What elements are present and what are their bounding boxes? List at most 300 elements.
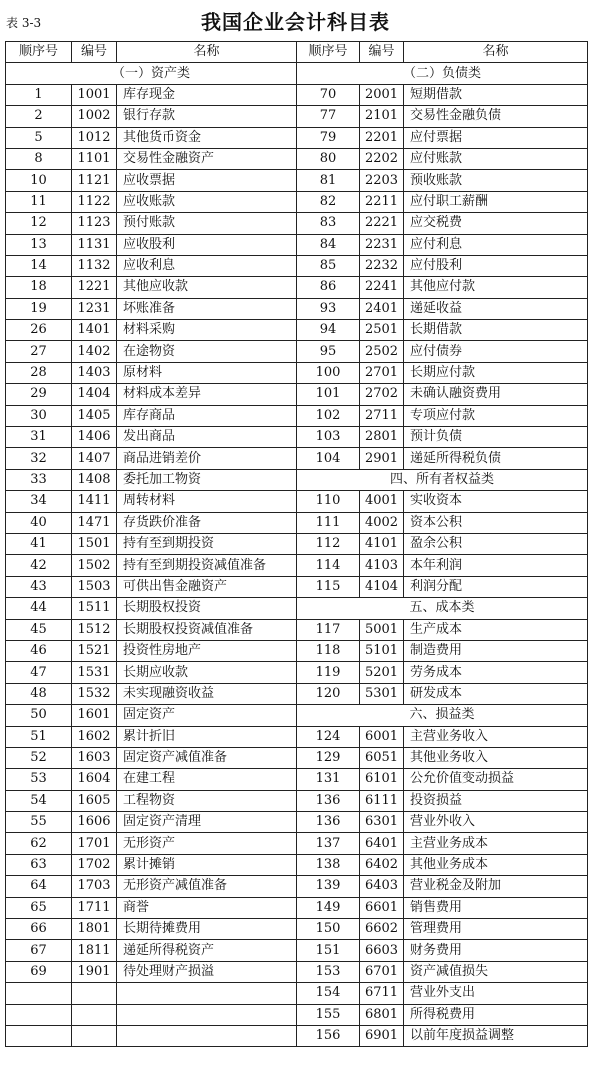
right-name-cell: 交易性金融负债 (404, 106, 588, 127)
left-seq-cell: 43 (6, 576, 72, 597)
right-code-cell: 6701 (360, 961, 404, 982)
right-seq-cell: 124 (297, 726, 360, 747)
right-name-cell: 长期借款 (404, 320, 588, 341)
left-code-cell: 1503 (72, 576, 117, 597)
table-row (6, 961, 588, 982)
left-code-cell: 1123 (72, 213, 117, 234)
left-name-cell: 库存商品 (117, 405, 297, 426)
left-code-cell: 1521 (72, 640, 117, 661)
header-name-right: 名称 (404, 42, 588, 63)
right-seq-cell: 101 (297, 384, 360, 405)
left-seq-cell (6, 1025, 72, 1046)
left-name-cell: 未实现融资收益 (117, 683, 297, 704)
right-code-cell: 2701 (360, 362, 404, 383)
right-code-cell: 5301 (360, 683, 404, 704)
left-code-cell (72, 983, 117, 1004)
left-name-cell: 银行存款 (117, 106, 297, 127)
right-seq-cell: 104 (297, 448, 360, 469)
right-seq-cell: 117 (297, 619, 360, 640)
left-seq-cell: 52 (6, 747, 72, 768)
left-name-cell: 坏账准备 (117, 298, 297, 319)
right-seq-cell: 110 (297, 491, 360, 512)
right-name-cell: 公允价值变动损益 (404, 769, 588, 790)
right-code-cell: 6402 (360, 854, 404, 875)
right-name-cell: 生产成本 (404, 619, 588, 640)
left-name-cell: 可供出售金融资产 (117, 576, 297, 597)
left-name-cell: 其他货币资金 (117, 127, 297, 148)
right-seq-cell: 154 (297, 983, 360, 1004)
left-name-cell: 无形资产减值准备 (117, 876, 297, 897)
right-code-cell: 2801 (360, 427, 404, 448)
table-row (6, 191, 588, 212)
left-code-cell: 1407 (72, 448, 117, 469)
left-name-cell: 发出商品 (117, 427, 297, 448)
right-name-cell: 主营业务收入 (404, 726, 588, 747)
left-name-cell (117, 1004, 297, 1025)
left-code-cell: 1606 (72, 812, 117, 833)
left-name-cell: 无形资产 (117, 833, 297, 854)
left-code-cell: 1602 (72, 726, 117, 747)
left-code-cell: 1901 (72, 961, 117, 982)
left-seq-cell: 11 (6, 191, 72, 212)
right-code-cell: 2101 (360, 106, 404, 127)
document-header (0, 0, 591, 41)
table-title: 我国企业会计科目表 (201, 10, 390, 34)
left-seq-cell: 10 (6, 170, 72, 191)
right-code-cell: 6301 (360, 812, 404, 833)
table-row (6, 812, 588, 833)
right-name-cell: 本年利润 (404, 555, 588, 576)
section-equity: 四、所有者权益类 (297, 469, 588, 490)
left-code-cell: 1701 (72, 833, 117, 854)
right-seq-cell: 119 (297, 662, 360, 683)
right-name-cell: 应付职工薪酬 (404, 191, 588, 212)
table-row (6, 769, 588, 790)
left-code-cell: 1403 (72, 362, 117, 383)
left-code-cell (72, 1025, 117, 1046)
table-row (6, 84, 588, 105)
left-seq-cell: 34 (6, 491, 72, 512)
table-row (6, 983, 588, 1004)
table-row (6, 919, 588, 940)
right-name-cell: 应付票据 (404, 127, 588, 148)
right-code-cell: 2201 (360, 127, 404, 148)
right-code-cell: 4001 (360, 491, 404, 512)
table-row (6, 897, 588, 918)
right-code-cell: 6101 (360, 769, 404, 790)
left-seq-cell: 14 (6, 255, 72, 276)
right-name-cell: 长期应付款 (404, 362, 588, 383)
right-seq-cell: 156 (297, 1025, 360, 1046)
left-name-cell: 在建工程 (117, 769, 297, 790)
header-seq-left: 顺序号 (6, 42, 72, 63)
table-row (6, 1025, 588, 1046)
table-row (6, 854, 588, 875)
accounts-table (5, 41, 588, 1047)
left-name-cell: 工程物资 (117, 790, 297, 811)
right-name-cell: 其他业务收入 (404, 747, 588, 768)
right-code-cell: 4002 (360, 512, 404, 533)
right-name-cell: 应交税费 (404, 213, 588, 234)
left-seq-cell: 66 (6, 919, 72, 940)
right-name-cell: 资本公积 (404, 512, 588, 533)
right-seq-cell: 131 (297, 769, 360, 790)
table-row (6, 833, 588, 854)
table-row (6, 662, 588, 683)
left-code-cell: 1231 (72, 298, 117, 319)
left-name-cell: 材料采购 (117, 320, 297, 341)
right-name-cell: 应付账款 (404, 148, 588, 169)
section-cost: 五、成本类 (297, 598, 588, 619)
right-seq-cell: 153 (297, 961, 360, 982)
right-seq-cell: 81 (297, 170, 360, 191)
left-seq-cell: 30 (6, 405, 72, 426)
right-name-cell: 其他应付款 (404, 277, 588, 298)
right-seq-cell: 155 (297, 1004, 360, 1025)
left-seq-cell: 12 (6, 213, 72, 234)
table-row (6, 533, 588, 554)
left-code-cell: 1221 (72, 277, 117, 298)
section-row (6, 63, 588, 84)
right-code-cell: 6401 (360, 833, 404, 854)
left-code-cell: 1402 (72, 341, 117, 362)
left-seq-cell: 27 (6, 341, 72, 362)
left-name-cell: 原材料 (117, 362, 297, 383)
table-row (6, 640, 588, 661)
left-code-cell: 1132 (72, 255, 117, 276)
left-seq-cell: 13 (6, 234, 72, 255)
table-row (6, 127, 588, 148)
left-seq-cell (6, 983, 72, 1004)
left-seq-cell: 51 (6, 726, 72, 747)
table-row (6, 362, 588, 383)
right-seq-cell: 115 (297, 576, 360, 597)
left-seq-cell: 42 (6, 555, 72, 576)
left-code-cell: 1801 (72, 919, 117, 940)
left-name-cell: 投资性房地产 (117, 640, 297, 661)
left-name-cell (117, 983, 297, 1004)
left-name-cell: 商誉 (117, 897, 297, 918)
left-seq-cell: 29 (6, 384, 72, 405)
right-name-cell: 其他业务成本 (404, 854, 588, 875)
left-code-cell: 1603 (72, 747, 117, 768)
right-name-cell: 营业税金及附加 (404, 876, 588, 897)
left-code-cell: 1408 (72, 469, 117, 490)
left-name-cell: 交易性金融资产 (117, 148, 297, 169)
table-row (6, 491, 588, 512)
right-seq-cell: 120 (297, 683, 360, 704)
left-seq-cell: 2 (6, 106, 72, 127)
right-code-cell: 4103 (360, 555, 404, 576)
left-seq-cell: 55 (6, 812, 72, 833)
right-seq-cell: 118 (297, 640, 360, 661)
table-row (6, 469, 588, 490)
right-code-cell: 6602 (360, 919, 404, 940)
left-code-cell: 1605 (72, 790, 117, 811)
right-seq-cell: 149 (297, 897, 360, 918)
right-name-cell: 预计负债 (404, 427, 588, 448)
right-code-cell: 2203 (360, 170, 404, 191)
right-name-cell: 应付股利 (404, 255, 588, 276)
right-code-cell: 6711 (360, 983, 404, 1004)
header-name-left: 名称 (117, 42, 297, 63)
right-code-cell: 2502 (360, 341, 404, 362)
left-code-cell: 1502 (72, 555, 117, 576)
right-name-cell: 管理费用 (404, 919, 588, 940)
left-seq-cell: 63 (6, 854, 72, 875)
left-name-cell: 应收票据 (117, 170, 297, 191)
table-row (6, 683, 588, 704)
right-seq-cell: 93 (297, 298, 360, 319)
right-code-cell: 5201 (360, 662, 404, 683)
left-name-cell: 材料成本差异 (117, 384, 297, 405)
right-code-cell: 2202 (360, 148, 404, 169)
left-name-cell: 其他应收款 (117, 277, 297, 298)
right-name-cell: 预收账款 (404, 170, 588, 191)
section-liabilities: （二）负债类 (297, 63, 588, 84)
left-seq-cell: 62 (6, 833, 72, 854)
right-seq-cell: 138 (297, 854, 360, 875)
left-name-cell: 累计摊销 (117, 854, 297, 875)
left-name-cell: 周转材料 (117, 491, 297, 512)
table-row (6, 876, 588, 897)
table-row (6, 726, 588, 747)
right-name-cell: 短期借款 (404, 84, 588, 105)
left-name-cell: 长期待摊费用 (117, 919, 297, 940)
left-code-cell: 1532 (72, 683, 117, 704)
table-row (6, 1004, 588, 1025)
right-name-cell: 销售费用 (404, 897, 588, 918)
table-row (6, 555, 588, 576)
table-row (6, 448, 588, 469)
right-code-cell: 2702 (360, 384, 404, 405)
left-seq-cell: 69 (6, 961, 72, 982)
left-seq-cell: 5 (6, 127, 72, 148)
left-name-cell: 长期股权投资 (117, 598, 297, 619)
left-seq-cell: 67 (6, 940, 72, 961)
table-row (6, 170, 588, 191)
right-seq-cell: 129 (297, 747, 360, 768)
table-row (6, 705, 588, 726)
left-seq-cell: 44 (6, 598, 72, 619)
left-seq-cell: 45 (6, 619, 72, 640)
right-seq-cell: 150 (297, 919, 360, 940)
left-name-cell: 商品进销差价 (117, 448, 297, 469)
right-seq-cell: 102 (297, 405, 360, 426)
left-name-cell: 库存现金 (117, 84, 297, 105)
right-code-cell: 4104 (360, 576, 404, 597)
left-seq-cell: 48 (6, 683, 72, 704)
right-code-cell: 2231 (360, 234, 404, 255)
right-code-cell: 2241 (360, 277, 404, 298)
right-code-cell: 2501 (360, 320, 404, 341)
left-name-cell: 待处理财产损溢 (117, 961, 297, 982)
right-seq-cell: 112 (297, 533, 360, 554)
left-name-cell: 预付账款 (117, 213, 297, 234)
left-name-cell: 应收账款 (117, 191, 297, 212)
left-seq-cell: 33 (6, 469, 72, 490)
header-row (6, 42, 588, 63)
right-code-cell: 6901 (360, 1025, 404, 1046)
right-seq-cell: 139 (297, 876, 360, 897)
left-name-cell: 固定资产清理 (117, 812, 297, 833)
right-seq-cell: 86 (297, 277, 360, 298)
left-code-cell: 1811 (72, 940, 117, 961)
right-seq-cell: 111 (297, 512, 360, 533)
left-code-cell: 1711 (72, 897, 117, 918)
left-seq-cell: 26 (6, 320, 72, 341)
right-seq-cell: 136 (297, 812, 360, 833)
left-seq-cell: 28 (6, 362, 72, 383)
right-code-cell: 6801 (360, 1004, 404, 1025)
left-name-cell: 递延所得税资产 (117, 940, 297, 961)
left-name-cell: 在途物资 (117, 341, 297, 362)
left-code-cell: 1131 (72, 234, 117, 255)
table-row (6, 512, 588, 533)
right-code-cell: 2232 (360, 255, 404, 276)
right-name-cell: 递延所得税负债 (404, 448, 588, 469)
left-seq-cell: 1 (6, 84, 72, 105)
right-seq-cell: 100 (297, 362, 360, 383)
table-row (6, 320, 588, 341)
left-code-cell: 1406 (72, 427, 117, 448)
left-code-cell: 1012 (72, 127, 117, 148)
left-name-cell: 长期应收款 (117, 662, 297, 683)
right-code-cell: 5101 (360, 640, 404, 661)
right-seq-cell: 79 (297, 127, 360, 148)
right-code-cell: 5001 (360, 619, 404, 640)
right-name-cell: 研发成本 (404, 683, 588, 704)
left-seq-cell (6, 1004, 72, 1025)
table-row (6, 298, 588, 319)
left-code-cell: 1411 (72, 491, 117, 512)
table-number: 表 3-3 (6, 16, 42, 30)
table-row (6, 255, 588, 276)
table-row (6, 405, 588, 426)
right-name-cell: 递延收益 (404, 298, 588, 319)
right-name-cell: 未确认融资费用 (404, 384, 588, 405)
right-seq-cell: 84 (297, 234, 360, 255)
left-name-cell: 应收利息 (117, 255, 297, 276)
right-seq-cell: 137 (297, 833, 360, 854)
left-code-cell: 1401 (72, 320, 117, 341)
section-profit-loss: 六、损益类 (297, 705, 588, 726)
right-name-cell: 制造费用 (404, 640, 588, 661)
right-code-cell: 2711 (360, 405, 404, 426)
table-row (6, 148, 588, 169)
left-code-cell: 1121 (72, 170, 117, 191)
header-code-right: 编号 (360, 42, 404, 63)
left-name-cell: 固定资产 (117, 705, 297, 726)
right-seq-cell: 77 (297, 106, 360, 127)
left-seq-cell: 40 (6, 512, 72, 533)
left-name-cell: 存货跌价准备 (117, 512, 297, 533)
left-code-cell: 1001 (72, 84, 117, 105)
header-code-left: 编号 (72, 42, 117, 63)
right-name-cell: 应付债券 (404, 341, 588, 362)
left-code-cell: 1703 (72, 876, 117, 897)
left-code-cell: 1511 (72, 598, 117, 619)
left-seq-cell: 64 (6, 876, 72, 897)
table-row (6, 747, 588, 768)
right-code-cell: 6111 (360, 790, 404, 811)
right-code-cell: 6601 (360, 897, 404, 918)
table-row (6, 940, 588, 961)
left-seq-cell: 47 (6, 662, 72, 683)
left-seq-cell: 65 (6, 897, 72, 918)
right-seq-cell: 114 (297, 555, 360, 576)
left-seq-cell: 18 (6, 277, 72, 298)
left-code-cell: 1122 (72, 191, 117, 212)
right-name-cell: 劳务成本 (404, 662, 588, 683)
left-name-cell: 固定资产减值准备 (117, 747, 297, 768)
table-row (6, 106, 588, 127)
table-row (6, 234, 588, 255)
right-code-cell: 2221 (360, 213, 404, 234)
left-name-cell: 应收股利 (117, 234, 297, 255)
right-seq-cell: 94 (297, 320, 360, 341)
right-code-cell: 6403 (360, 876, 404, 897)
left-code-cell: 1002 (72, 106, 117, 127)
left-seq-cell: 31 (6, 427, 72, 448)
left-code-cell: 1531 (72, 662, 117, 683)
right-code-cell: 2001 (360, 84, 404, 105)
table-row (6, 790, 588, 811)
right-name-cell: 营业外收入 (404, 812, 588, 833)
table-row (6, 384, 588, 405)
left-code-cell: 1471 (72, 512, 117, 533)
left-code-cell: 1501 (72, 533, 117, 554)
right-name-cell: 盈余公积 (404, 533, 588, 554)
left-code-cell: 1405 (72, 405, 117, 426)
right-code-cell: 4101 (360, 533, 404, 554)
right-seq-cell: 95 (297, 341, 360, 362)
right-name-cell: 应付利息 (404, 234, 588, 255)
right-name-cell: 投资损益 (404, 790, 588, 811)
table-row (6, 213, 588, 234)
left-name-cell: 长期股权投资减值准备 (117, 619, 297, 640)
right-seq-cell: 83 (297, 213, 360, 234)
right-name-cell: 资产减值损失 (404, 961, 588, 982)
right-name-cell: 实收资本 (404, 491, 588, 512)
right-name-cell: 财务费用 (404, 940, 588, 961)
right-seq-cell: 136 (297, 790, 360, 811)
left-seq-cell: 46 (6, 640, 72, 661)
table-row (6, 576, 588, 597)
left-name-cell: 累计折旧 (117, 726, 297, 747)
right-name-cell: 主营业务成本 (404, 833, 588, 854)
left-name-cell: 持有至到期投资 (117, 533, 297, 554)
left-seq-cell: 50 (6, 705, 72, 726)
right-seq-cell: 103 (297, 427, 360, 448)
right-code-cell: 2401 (360, 298, 404, 319)
left-name-cell: 持有至到期投资减值准备 (117, 555, 297, 576)
left-seq-cell: 41 (6, 533, 72, 554)
left-seq-cell: 8 (6, 148, 72, 169)
right-seq-cell: 85 (297, 255, 360, 276)
right-code-cell: 6603 (360, 940, 404, 961)
table-row (6, 277, 588, 298)
section-assets: （一）资产类 (6, 63, 297, 84)
header-seq-right: 顺序号 (297, 42, 360, 63)
right-name-cell: 所得税费用 (404, 1004, 588, 1025)
right-name-cell: 营业外支出 (404, 983, 588, 1004)
left-name-cell (117, 1025, 297, 1046)
right-name-cell: 以前年度损益调整 (404, 1025, 588, 1046)
left-code-cell: 1601 (72, 705, 117, 726)
right-seq-cell: 70 (297, 84, 360, 105)
left-name-cell: 委托加工物资 (117, 469, 297, 490)
